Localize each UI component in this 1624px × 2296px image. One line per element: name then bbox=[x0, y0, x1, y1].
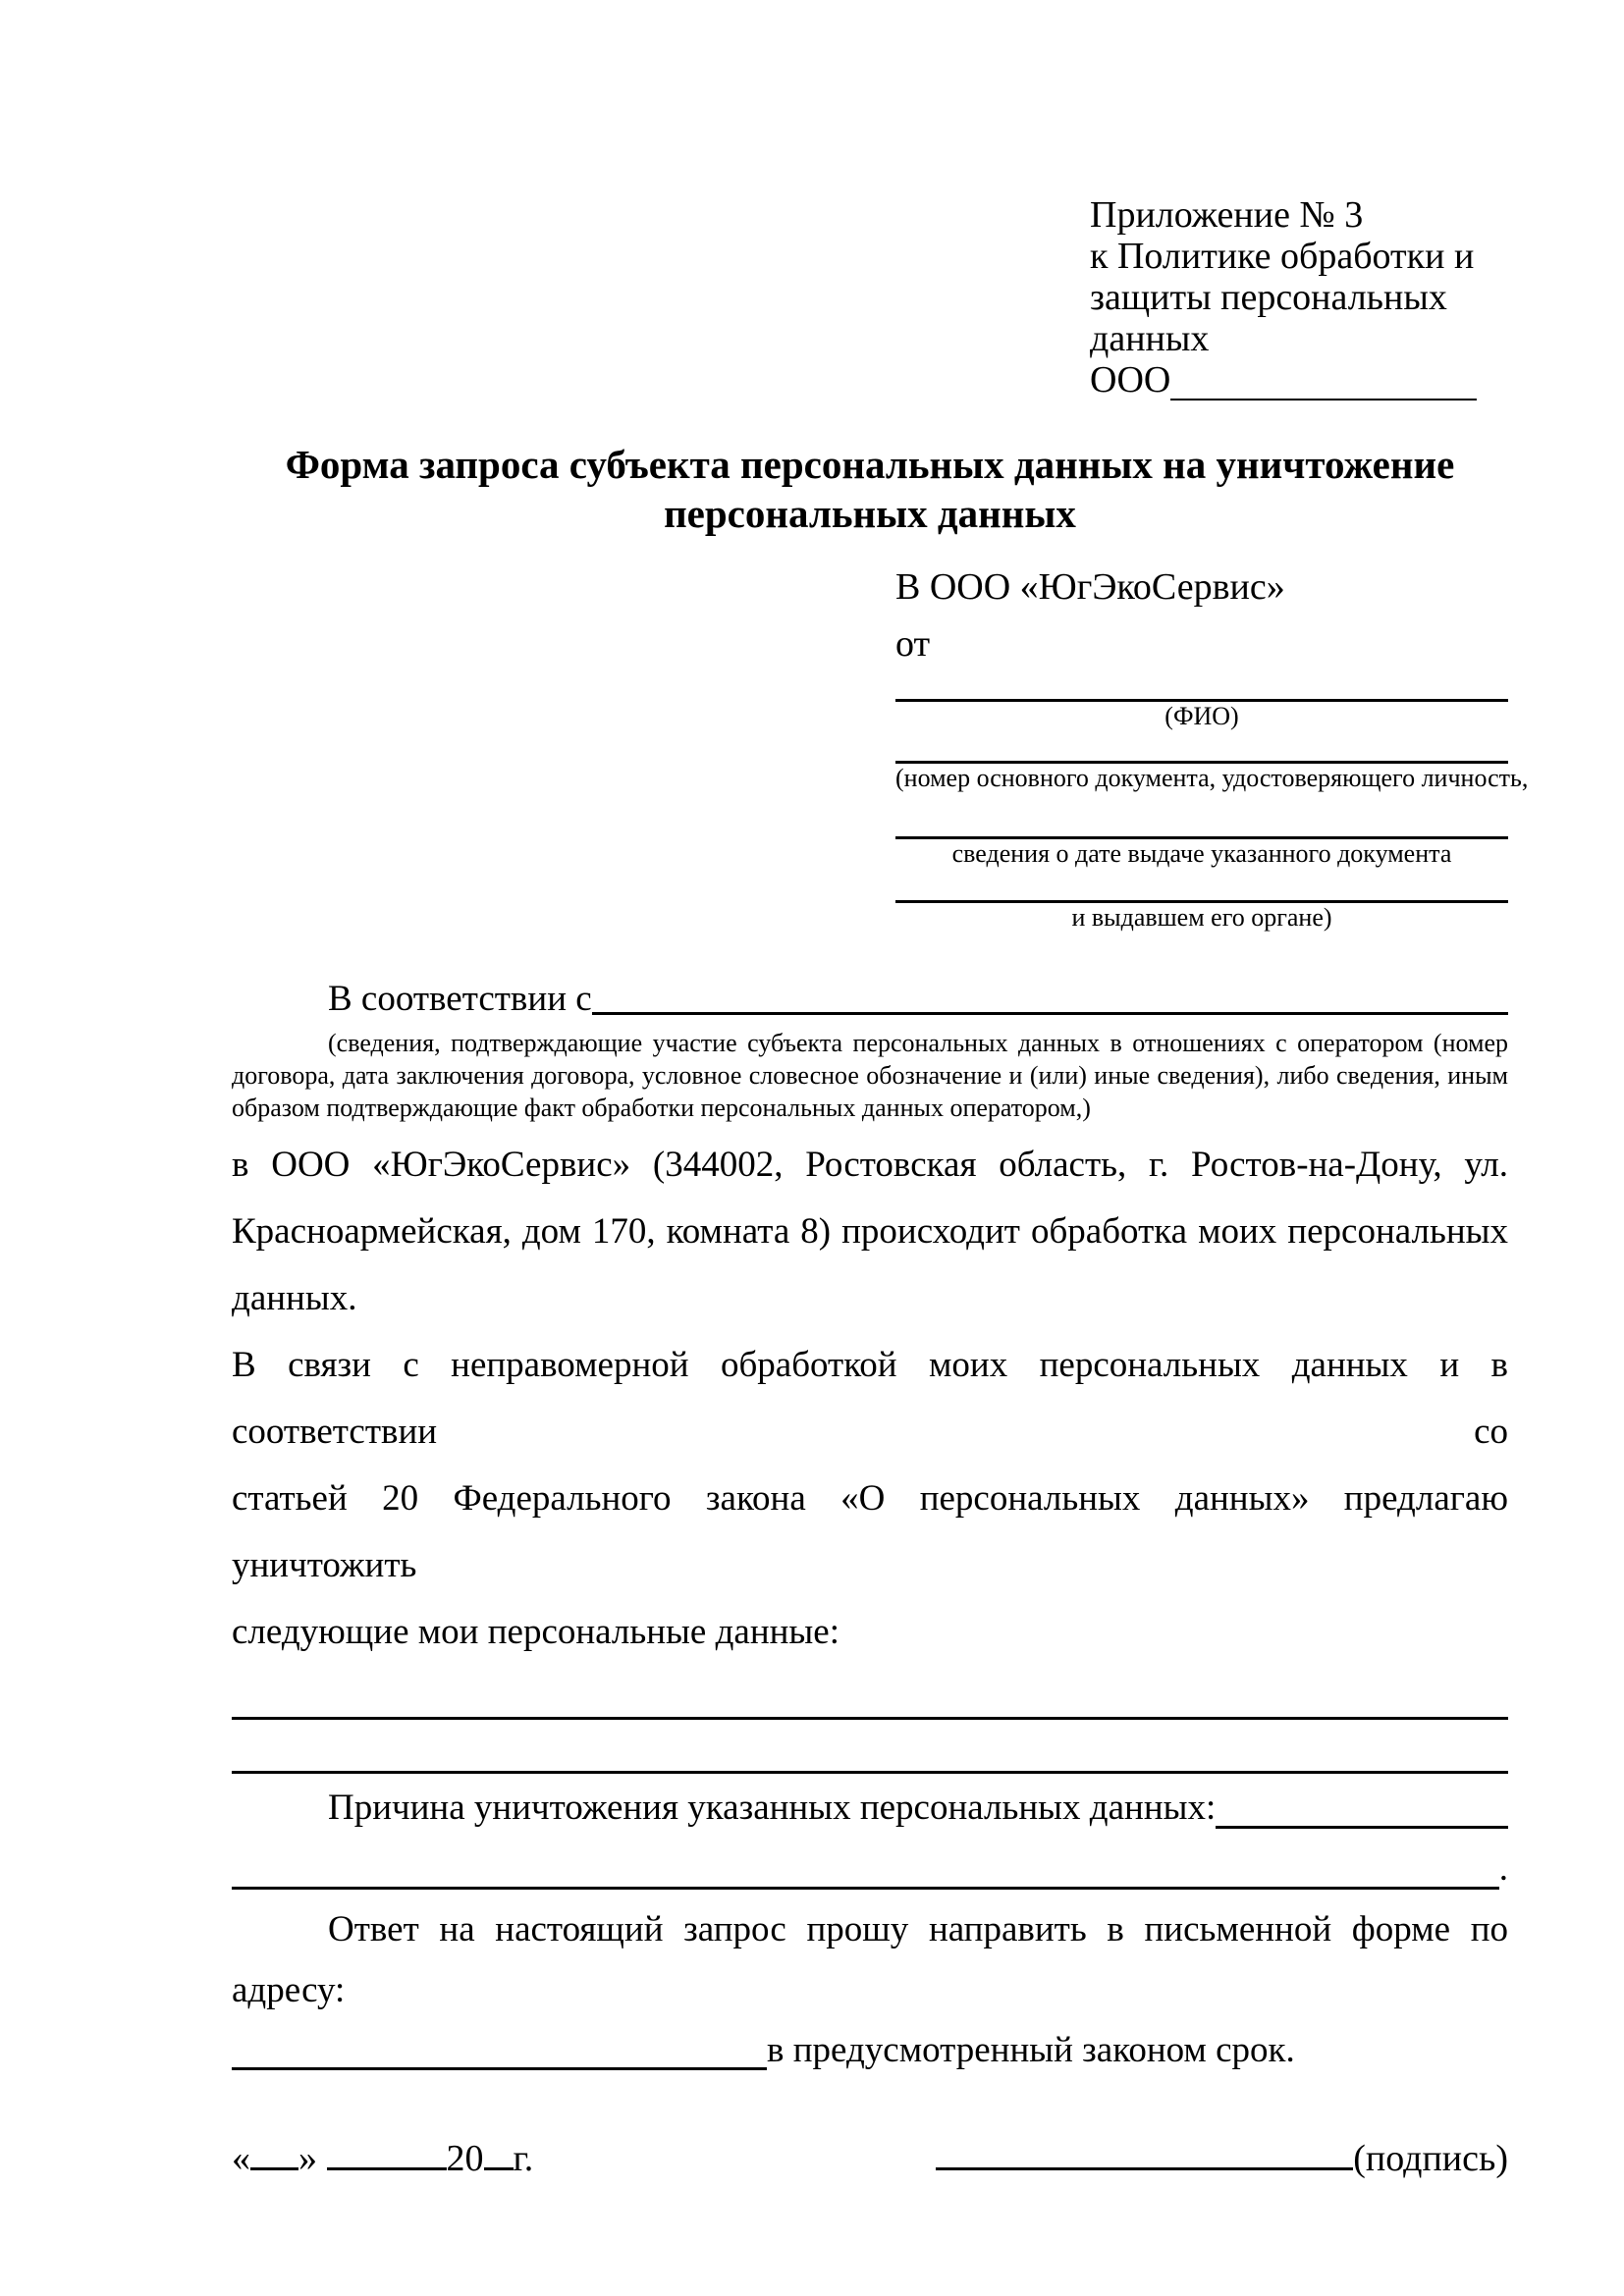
day-field[interactable] bbox=[250, 2138, 298, 2170]
appendix-header bbox=[1090, 194, 1508, 400]
document-title bbox=[232, 440, 1508, 538]
main-paragraph-line: в ООО «ЮгЭкоСервис» (344002, Ростовская область, г. Ростов-на-Дону, ул. bbox=[232, 1145, 1508, 1185]
quote-open: « bbox=[232, 2138, 250, 2179]
first-line-indent bbox=[232, 1778, 328, 1839]
month-field[interactable] bbox=[327, 2138, 447, 2170]
document-title-line-2: персональных данных bbox=[664, 491, 1076, 536]
addressee-to: В ООО «ЮгЭкоСервис» bbox=[895, 566, 1285, 608]
year-suffix: г. bbox=[513, 2138, 534, 2179]
accordance-row bbox=[232, 976, 1508, 1023]
issuing-authority-field[interactable] bbox=[895, 869, 1508, 903]
accordance-lead: В соответствии с bbox=[328, 979, 592, 1019]
fio-field-row bbox=[895, 667, 1508, 731]
personal-data-blank-line-2[interactable] bbox=[232, 1720, 1508, 1774]
main-paragraph-line: статьей 20 Федерального закона «О персональных данных» предлагаю уничтожить bbox=[232, 1478, 1508, 1585]
accordance-footnote: (сведения, подтверждающие участие субъекта персональных данных в отношениях с оператором (номер договора, дата заключения договора, условное словесное обозначение и (или) иные сведения), либо сведения, иным образом подтверждающие факт обработки персональных данных оператором,) bbox=[232, 1029, 1508, 1122]
main-paragraph bbox=[232, 1132, 1508, 1666]
document-number-field[interactable] bbox=[895, 731, 1508, 764]
reason-field[interactable] bbox=[1216, 1778, 1508, 1829]
signature-row bbox=[232, 2135, 1508, 2182]
quote-close: » bbox=[298, 2138, 317, 2179]
accordance-field[interactable] bbox=[592, 976, 1508, 1015]
appendix-policy-line-2: защиты персональных данных bbox=[1090, 277, 1447, 359]
issue-date-field[interactable] bbox=[895, 793, 1508, 839]
main-paragraph-line: следующие мои персональные данные: bbox=[232, 1612, 839, 1652]
signature-field[interactable] bbox=[936, 2138, 1353, 2170]
issuing-authority-caption: и выдавшем его органе) bbox=[1071, 903, 1332, 932]
issue-date-caption: сведения о дате выдаче указанного документа bbox=[951, 839, 1452, 868]
document-number-caption: (номер основного документа, удостоверяющего личность, bbox=[895, 764, 1529, 792]
main-paragraph-line: Красноармейская, дом 170, комната 8) происходит обработка моих персональных данных. bbox=[232, 1211, 1508, 1318]
fio-caption: (ФИО) bbox=[1164, 702, 1239, 730]
trailing-period: . bbox=[1498, 1848, 1508, 1889]
appendix-number: Приложение № 3 bbox=[1090, 194, 1364, 236]
addressee-block bbox=[895, 563, 1529, 933]
signature-field-group bbox=[936, 2135, 1508, 2182]
date-field-group bbox=[232, 2135, 533, 2182]
reason-continuation-field[interactable] bbox=[232, 1839, 1499, 1890]
year-prefix: 20 bbox=[446, 2138, 484, 2179]
year-field[interactable] bbox=[484, 2138, 514, 2170]
appendix-policy-line-1: к Политике обработки и bbox=[1090, 236, 1475, 277]
document-title-line-1: Форма запроса субъекта персональных данных на уничтожение bbox=[285, 442, 1455, 487]
signature-caption: (подпись) bbox=[1353, 2138, 1508, 2179]
document-number-field-row bbox=[895, 731, 1529, 793]
organization-name-row bbox=[1090, 359, 1508, 400]
organization-name-field[interactable] bbox=[1170, 365, 1477, 400]
answer-request-line: Ответ на настоящий запрос прошу направить в письменной форме по адресу: bbox=[232, 1909, 1508, 2010]
reason-row bbox=[232, 1778, 1508, 1839]
first-line-indent bbox=[232, 976, 328, 1023]
reason-label: Причина уничтожения указанных персональных данных: bbox=[328, 1788, 1217, 1828]
fio-field[interactable] bbox=[895, 667, 1508, 702]
address-field[interactable] bbox=[232, 2021, 767, 2070]
answer-term-text: в предусмотренный законом срок. bbox=[767, 2030, 1295, 2070]
main-paragraph-line: В связи с неправомерной обработкой моих персональных данных и в соответствии со bbox=[232, 1345, 1508, 1452]
ooo-label: ООО bbox=[1090, 359, 1171, 400]
reason-continuation-row bbox=[232, 1839, 1508, 1899]
personal-data-blank-line-1[interactable] bbox=[232, 1666, 1508, 1720]
issue-date-field-row bbox=[895, 793, 1508, 869]
addressee-from-label: от bbox=[895, 623, 931, 665]
answer-address-row bbox=[232, 2021, 1508, 2080]
issuing-authority-field-row bbox=[895, 869, 1508, 933]
